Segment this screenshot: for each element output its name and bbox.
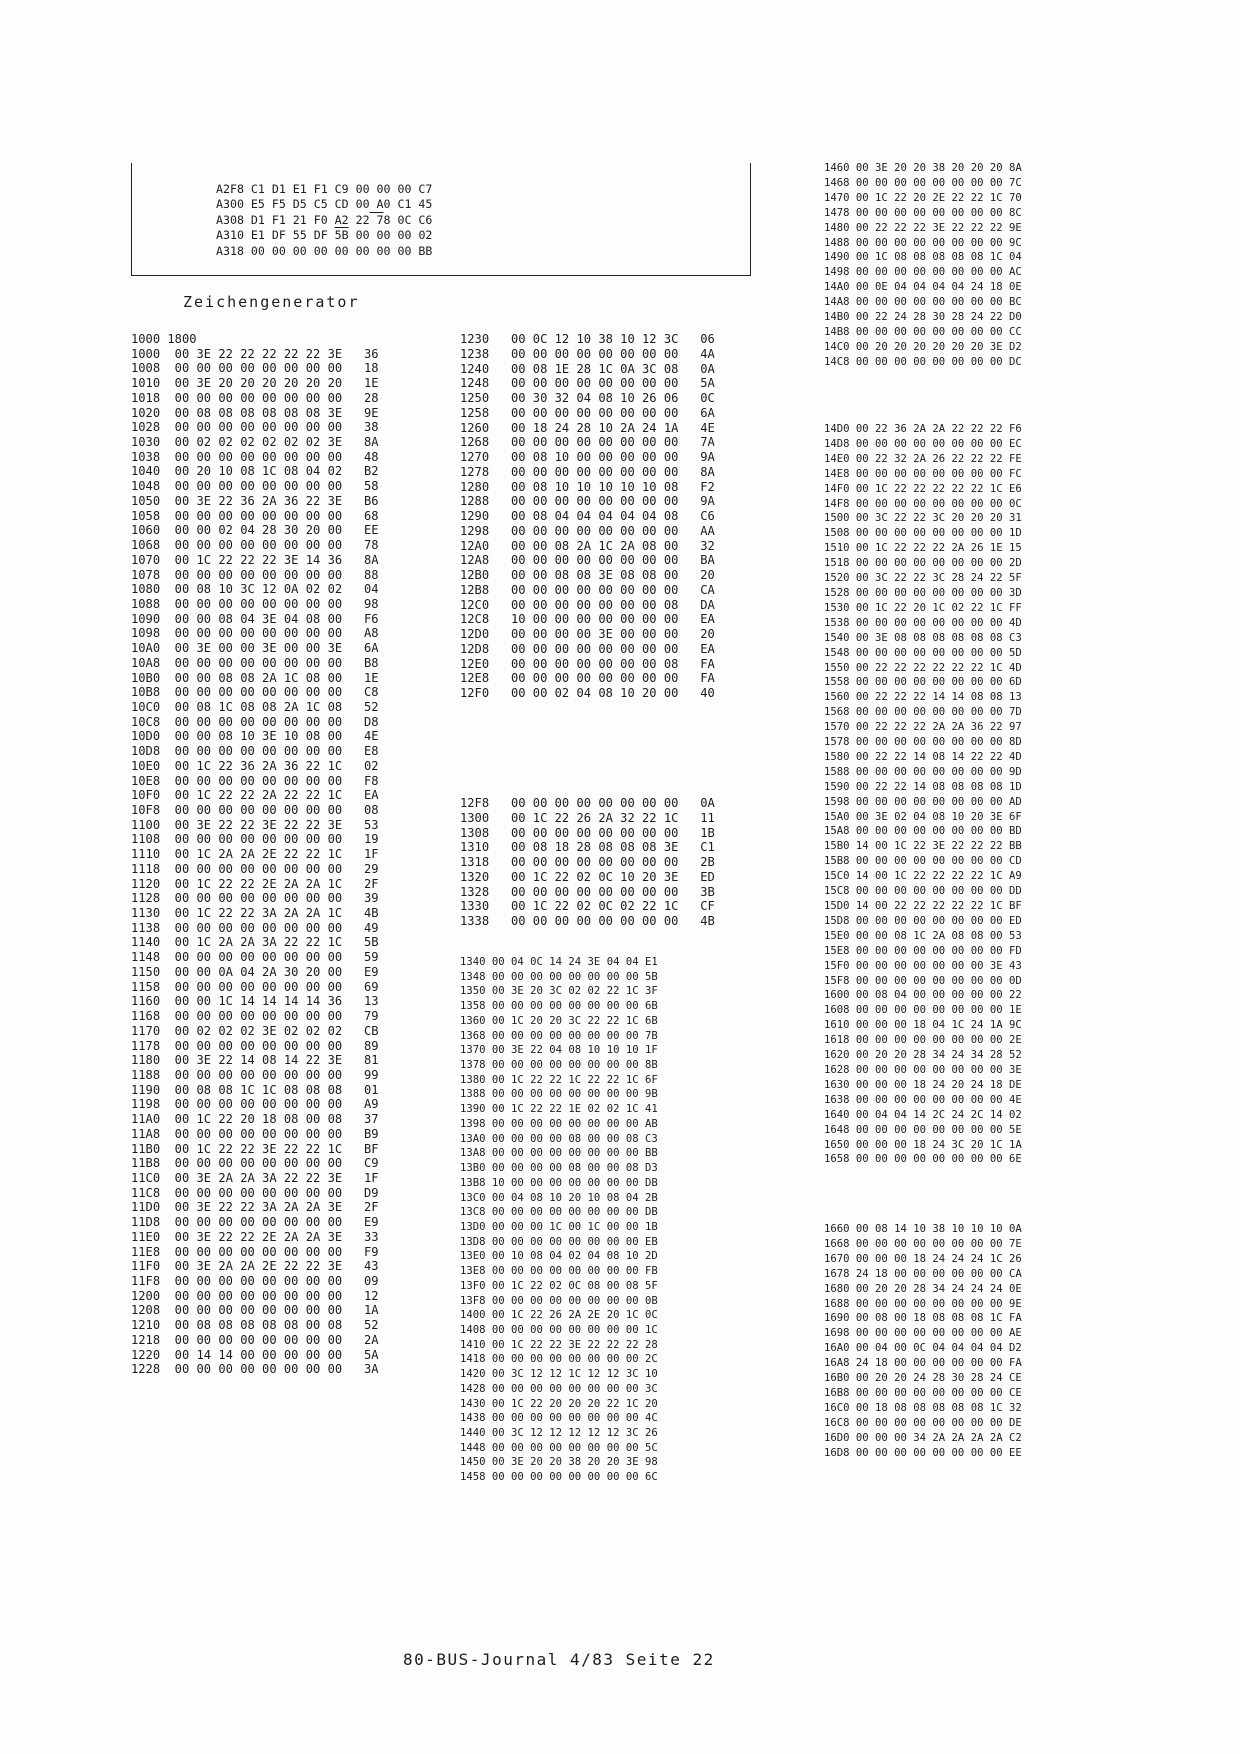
hex-line: 1680 00 20 20 28 34 24 24 24 0E [824, 1282, 1022, 1295]
hex-line: 1368 00 00 00 00 00 00 00 00 7B [460, 1029, 658, 1042]
hex-line: 1358 00 00 00 00 00 00 00 00 6B [460, 1000, 658, 1013]
hex-line: 12E0 00 00 00 00 00 00 00 08 FA [460, 656, 715, 671]
hex-line: 1608 00 00 00 00 00 00 00 00 1E [824, 1004, 1022, 1017]
hex-column-2-mid [460, 796, 715, 929]
hex-line: 1160 00 00 1C 14 14 14 14 36 13 [131, 994, 379, 1009]
hex-line: 1478 00 00 00 00 00 00 00 00 8C [824, 206, 1022, 219]
hex-line: 1308 00 00 00 00 00 00 00 00 1B [460, 825, 715, 840]
hex-line: 1500 00 3C 22 22 3C 20 20 20 31 [824, 512, 1022, 525]
hex-line: 1670 00 00 00 18 24 24 24 1C 26 [824, 1252, 1022, 1265]
hex-line: 14E8 00 00 00 00 00 00 00 00 FC [824, 467, 1022, 480]
hex-line: 1388 00 00 00 00 00 00 00 00 9B [460, 1088, 658, 1101]
page-footer: 80-BUS-Journal 4/83 Seite 22 [403, 1650, 715, 1669]
hex-line: 1288 00 00 00 00 00 00 00 00 9A [460, 494, 715, 509]
hex-line: 13D8 00 00 00 00 00 00 00 00 EB [460, 1235, 658, 1248]
hex-line: 1180 00 3E 22 14 08 14 22 3E 81 [131, 1053, 379, 1068]
hex-line: 1230 00 0C 12 10 38 10 12 3C 06 [460, 332, 715, 346]
hex-line: 1200 00 00 00 00 00 00 00 00 12 [131, 1288, 379, 1303]
hex-line: 12D0 00 00 00 00 3E 00 00 00 20 [460, 627, 715, 641]
hex-line: 1430 00 1C 22 20 20 20 22 1C 20 [460, 1397, 658, 1410]
hex-line: 16D0 00 00 00 34 2A 2A 2A 2A C2 [824, 1431, 1022, 1444]
hex-line: 1550 00 22 22 22 22 22 22 1C 4D [824, 661, 1022, 674]
hex-line: 1618 00 00 00 00 00 00 00 00 2E [824, 1034, 1022, 1047]
hex-line: 13E0 00 10 08 04 02 04 08 10 2D [460, 1250, 658, 1263]
hex-line: 1410 00 1C 22 22 3E 22 22 22 28 [460, 1338, 658, 1351]
hex-line: 15F8 00 00 00 00 00 00 00 00 0D [824, 974, 1022, 987]
hex-line: 1268 00 00 00 00 00 00 00 00 7A [460, 435, 715, 450]
hex-line: 1398 00 00 00 00 00 00 00 00 AB [460, 1117, 658, 1130]
hex-line: 1480 00 22 22 22 3E 22 22 22 9E [824, 221, 1022, 234]
hex-line: 15F0 00 00 00 00 00 00 00 3E 43 [824, 959, 1022, 972]
hex-line: 14B0 00 22 24 28 30 28 24 22 D0 [824, 311, 1022, 324]
hex-line: 1040 00 20 10 08 1C 08 04 02 B2 [131, 464, 379, 479]
hex-line: 13F8 00 00 00 00 00 00 00 00 0B [460, 1294, 658, 1307]
hex-line: 14F8 00 00 00 00 00 00 00 00 0C [824, 497, 1022, 510]
hex-line: 1030 00 02 02 02 02 02 02 3E 8A [131, 435, 379, 450]
hex-line: 1498 00 00 00 00 00 00 00 00 AC [824, 266, 1022, 279]
hex-line: 1658 00 00 00 00 00 00 00 00 6E [824, 1153, 1022, 1166]
hex-line: 1150 00 00 0A 04 2A 30 20 00 E9 [131, 964, 379, 979]
hex-line: 10A0 00 3E 00 00 3E 00 00 3E 6A [131, 641, 379, 656]
hex-line: 10C8 00 00 00 00 00 00 00 00 D8 [131, 714, 379, 729]
hex-line: 15B8 00 00 00 00 00 00 00 00 CD [824, 855, 1022, 868]
hex-line: 1318 00 00 00 00 00 00 00 00 2B [460, 855, 715, 869]
hex-line: 1448 00 00 00 00 00 00 00 00 5C [460, 1441, 658, 1454]
hex-line: 1260 00 18 24 28 10 2A 24 1A 4E [460, 420, 715, 435]
hex-line: 1578 00 00 00 00 00 00 00 00 8D [824, 736, 1022, 749]
hex-line: 1540 00 3E 08 08 08 08 08 08 C3 [824, 631, 1022, 644]
hex-line: 1290 00 08 04 04 04 04 04 08 C6 [460, 509, 715, 523]
hex-line: 15A0 00 3E 02 04 08 10 20 3E 6F [824, 810, 1022, 823]
hex-line: 12A8 00 00 00 00 00 00 00 00 BA [460, 553, 715, 568]
hex-line: 1108 00 00 00 00 00 00 00 00 19 [131, 832, 379, 847]
hex-line: 12B8 00 00 00 00 00 00 00 00 CA [460, 582, 715, 597]
hex-line: 12C0 00 00 00 00 00 00 00 08 DA [460, 597, 715, 612]
hex-line: 1348 00 00 00 00 00 00 00 00 5B [460, 970, 658, 983]
hex-line: 1298 00 00 00 00 00 00 00 00 AA [460, 523, 715, 538]
hex-line: 1678 24 18 00 00 00 00 00 00 CA [824, 1267, 1022, 1280]
hex-line: 1018 00 00 00 00 00 00 00 00 28 [131, 390, 379, 405]
hex-line: 15D8 00 00 00 00 00 00 00 00 ED [824, 914, 1022, 927]
hex-line: 1408 00 00 00 00 00 00 00 00 1C [460, 1323, 658, 1336]
hex-line: 1508 00 00 00 00 00 00 00 00 1D [824, 527, 1022, 540]
hex-line: 1058 00 00 00 00 00 00 00 00 68 [131, 508, 379, 523]
hex-line: 1610 00 00 00 18 04 1C 24 1A 9C [824, 1019, 1022, 1032]
hex-line: 1228 00 00 00 00 00 00 00 00 3A [131, 1362, 379, 1377]
hex-line: 1538 00 00 00 00 00 00 00 00 4D [824, 616, 1022, 629]
hex-column-3-bottom [824, 1222, 1022, 1461]
hex-line: 1320 00 1C 22 02 0C 10 20 3E ED [460, 869, 715, 884]
listing-line: A300 E5 F5 D5 C5 CD 00 A0 C1 45 [216, 197, 433, 212]
hex-line: 1098 00 00 00 00 00 00 00 00 A8 [131, 626, 379, 641]
listing-line: A308 D1 F1 21 F0 A2 22 78 0C C6 [216, 212, 433, 227]
listing-line: A2F8 C1 D1 E1 F1 C9 00 00 00 C7 [216, 182, 433, 196]
hex-line: 1208 00 00 00 00 00 00 00 00 1A [131, 1303, 379, 1318]
hex-line: 1048 00 00 00 00 00 00 00 00 58 [131, 479, 379, 494]
hex-line: 1668 00 00 00 00 00 00 00 00 7E [824, 1237, 1022, 1250]
hex-line: 1598 00 00 00 00 00 00 00 00 AD [824, 795, 1022, 808]
hex-line: 11C8 00 00 00 00 00 00 00 00 D9 [131, 1185, 379, 1200]
hex-line: 10E8 00 00 00 00 00 00 00 00 F8 [131, 773, 379, 788]
hex-line: 13B8 10 00 00 00 00 00 00 00 DB [460, 1176, 658, 1189]
hex-line: 1590 00 22 22 14 08 08 08 08 1D [824, 780, 1022, 793]
hex-line: 13E8 00 00 00 00 00 00 00 00 FB [460, 1265, 658, 1278]
hex-line: 1128 00 00 00 00 00 00 00 00 39 [131, 891, 379, 906]
hex-line: 1050 00 3E 22 36 2A 36 22 3E B6 [131, 493, 379, 508]
hex-line: 11F0 00 3E 2A 2A 2E 22 22 3E 43 [131, 1259, 379, 1274]
hex-line: 1140 00 1C 2A 2A 3A 22 22 1C 5B [131, 935, 379, 950]
hex-line: 11F8 00 00 00 00 00 00 00 00 09 [131, 1274, 379, 1288]
hex-line: 1520 00 3C 22 22 3C 28 24 22 5F [824, 572, 1022, 585]
hex-line: 12F8 00 00 00 00 00 00 00 00 0A [460, 796, 715, 810]
hex-column-1 [131, 332, 379, 1377]
hex-line: 1090 00 00 08 04 3E 04 08 00 F6 [131, 611, 379, 626]
hex-line: 13C8 00 00 00 00 00 00 00 00 DB [460, 1206, 658, 1219]
hex-line: 1210 00 08 08 08 08 08 00 08 52 [131, 1318, 379, 1333]
hex-line: 16D8 00 00 00 00 00 00 00 00 EE [824, 1446, 1022, 1459]
hex-line: 1148 00 00 00 00 00 00 00 00 59 [131, 950, 379, 965]
hex-line: 1620 00 20 20 28 34 24 34 28 52 [824, 1049, 1022, 1062]
hex-line: 1068 00 00 00 00 00 00 00 00 78 [131, 538, 379, 553]
hex-line: 10B8 00 00 00 00 00 00 00 00 C8 [131, 685, 379, 700]
hex-line: 12D8 00 00 00 00 00 00 00 00 EA [460, 641, 715, 656]
hex-line: 13A0 00 00 00 00 08 00 00 08 C3 [460, 1132, 658, 1145]
hex-line: 1270 00 08 10 00 00 00 00 00 9A [460, 450, 715, 464]
hex-line: 1000 1800 [131, 332, 197, 346]
hex-line: 1438 00 00 00 00 00 00 00 00 4C [460, 1412, 658, 1425]
hex-line: 15C0 14 00 1C 22 22 22 22 1C A9 [824, 870, 1022, 883]
hex-line: 1248 00 00 00 00 00 00 00 00 5A [460, 376, 715, 391]
hex-line: 11A0 00 1C 22 20 18 08 00 08 37 [131, 1112, 379, 1127]
hex-line: 12C8 10 00 00 00 00 00 00 00 EA [460, 612, 715, 627]
listing-box-lines [216, 182, 432, 259]
hex-line: 11D0 00 3E 22 22 3A 2A 2A 3E 2F [131, 1200, 379, 1215]
hex-column-2-bottom [460, 955, 658, 1485]
hex-line: 14D0 00 22 36 2A 2A 22 22 22 F6 [824, 423, 1022, 435]
listing-line: A310 E1 DF 55 DF 5B 00 00 00 02 [216, 228, 433, 243]
hex-line: 1078 00 00 00 00 00 00 00 00 88 [131, 567, 379, 582]
hex-line: 1020 00 08 08 08 08 08 08 3E 9E [131, 405, 379, 420]
hex-line: 1130 00 1C 22 22 3A 2A 2A 1C 4B [131, 906, 379, 921]
hex-line: 14E0 00 22 32 2A 26 22 22 22 FE [824, 452, 1022, 465]
hex-line: 1558 00 00 00 00 00 00 00 00 6D [824, 676, 1022, 689]
hex-line: 1338 00 00 00 00 00 00 00 00 4B [460, 914, 715, 928]
hex-line: 1278 00 00 00 00 00 00 00 00 8A [460, 464, 715, 479]
hex-line: 1390 00 1C 22 22 1E 02 02 1C 41 [460, 1103, 658, 1116]
hex-line: 1488 00 00 00 00 00 00 00 00 9C [824, 236, 1022, 249]
hex-line: 14D8 00 00 00 00 00 00 00 00 EC [824, 437, 1022, 450]
hex-line: 10D8 00 00 00 00 00 00 00 00 E8 [131, 744, 379, 759]
hex-line: 1510 00 1C 22 22 22 2A 26 1E 15 [824, 542, 1022, 555]
hex-line: 1070 00 1C 22 22 22 3E 14 36 8A [131, 552, 379, 567]
hex-line: 15C8 00 00 00 00 00 00 00 00 DD [824, 885, 1022, 898]
hex-line: 15D0 14 00 22 22 22 22 22 1C BF [824, 900, 1022, 912]
hex-line: 1560 00 22 22 22 14 14 08 08 13 [824, 691, 1022, 704]
hex-line: 1118 00 00 00 00 00 00 00 00 29 [131, 861, 379, 876]
hex-column-2-top [460, 332, 715, 701]
listing-line: A318 00 00 00 00 00 00 00 00 BB [216, 243, 433, 258]
hex-line: 1028 00 00 00 00 00 00 00 00 38 [131, 420, 379, 435]
hex-line: 1110 00 1C 2A 2A 2E 22 22 1C 1F [131, 847, 379, 862]
hex-line: 1190 00 08 08 1C 1C 08 08 08 01 [131, 1082, 379, 1097]
hex-line: 16A8 24 18 00 00 00 00 00 00 FA [824, 1357, 1022, 1370]
hex-line: 15A8 00 00 00 00 00 00 00 00 BD [824, 825, 1022, 838]
hex-line: 1568 00 00 00 00 00 00 00 00 7D [824, 706, 1022, 719]
hex-line: 1630 00 00 00 18 24 20 24 18 DE [824, 1078, 1022, 1091]
hex-line: 1650 00 00 00 18 24 3C 20 1C 1A [824, 1138, 1022, 1151]
hex-line: 1548 00 00 00 00 00 00 00 00 5D [824, 646, 1022, 659]
hex-line: 11A8 00 00 00 00 00 00 00 00 B9 [131, 1126, 379, 1141]
hex-line: 1628 00 00 00 00 00 00 00 00 3E [824, 1063, 1022, 1076]
hex-line: 1450 00 3E 20 20 38 20 20 3E 98 [460, 1456, 658, 1469]
hex-line: 1428 00 00 00 00 00 00 00 00 3C [460, 1382, 658, 1395]
hex-line: 1370 00 3E 22 04 08 10 10 10 1F [460, 1044, 658, 1057]
hex-line: 11B0 00 1C 22 22 3E 22 22 1C BF [131, 1141, 379, 1156]
hex-line: 11B8 00 00 00 00 00 00 00 00 C9 [131, 1156, 379, 1171]
hex-line: 1100 00 3E 22 22 3E 22 22 3E 53 [131, 817, 379, 832]
hex-line: 1008 00 00 00 00 00 00 00 00 18 [131, 361, 379, 376]
hex-line: 1010 00 3E 20 20 20 20 20 20 1E [131, 376, 379, 391]
hex-line: 1258 00 00 00 00 00 00 00 00 6A [460, 405, 715, 420]
hex-line: 1588 00 00 00 00 00 00 00 00 9D [824, 765, 1022, 778]
hex-line: 11E8 00 00 00 00 00 00 00 00 F9 [131, 1244, 379, 1259]
hex-line: 12B0 00 00 08 08 3E 08 08 00 20 [460, 568, 715, 582]
hex-line: 1088 00 00 00 00 00 00 00 00 98 [131, 596, 379, 611]
hex-line: 1168 00 00 00 00 00 00 00 00 79 [131, 1009, 379, 1024]
hex-line: 13C0 00 04 08 10 20 10 08 04 2B [460, 1191, 658, 1204]
listing-box [131, 163, 751, 276]
hex-line: 16C8 00 00 00 00 00 00 00 00 DE [824, 1416, 1022, 1429]
hex-line: 1170 00 02 02 02 3E 02 02 02 CB [131, 1023, 379, 1038]
hex-line: 16A0 00 04 00 0C 04 04 04 04 D2 [824, 1342, 1022, 1355]
hex-line: 1178 00 00 00 00 00 00 00 00 89 [131, 1038, 379, 1053]
hex-line: 1530 00 1C 22 20 1C 02 22 1C FF [824, 601, 1022, 614]
hex-line: 1138 00 00 00 00 00 00 00 00 49 [131, 920, 379, 935]
hex-line: 1440 00 3C 12 12 12 12 12 3C 26 [460, 1427, 658, 1439]
hex-line: 1638 00 00 00 00 00 00 00 00 4E [824, 1093, 1022, 1106]
hex-line: 1310 00 08 18 28 08 08 08 3E C1 [460, 840, 715, 855]
hex-line: 1280 00 08 10 10 10 10 10 08 F2 [460, 479, 715, 494]
hex-line: 12E8 00 00 00 00 00 00 00 00 FA [460, 671, 715, 686]
hex-line: 1570 00 22 22 22 2A 2A 36 22 97 [824, 721, 1022, 734]
hex-line: 1120 00 1C 22 22 2E 2A 2A 1C 2F [131, 876, 379, 891]
hex-line: 1060 00 00 02 04 28 30 20 00 EE [131, 523, 379, 538]
hex-line: 1218 00 00 00 00 00 00 00 00 2A [131, 1332, 379, 1347]
hex-line: 13A8 00 00 00 00 00 00 00 00 BB [460, 1147, 658, 1160]
hex-line: 14A8 00 00 00 00 00 00 00 00 BC [824, 296, 1022, 309]
hex-line: 1328 00 00 00 00 00 00 00 00 3B [460, 884, 715, 899]
hex-line: 1400 00 1C 22 26 2A 2E 20 1C 0C [460, 1309, 658, 1322]
hex-line: 1080 00 08 10 3C 12 0A 02 02 04 [131, 582, 379, 597]
hex-line: 14B8 00 00 00 00 00 00 00 00 CC [824, 325, 1022, 338]
hex-line: 1300 00 1C 22 26 2A 32 22 1C 11 [460, 810, 715, 825]
hex-line: 1600 00 08 04 00 00 00 00 00 22 [824, 989, 1022, 1002]
hex-line: 13D0 00 00 00 1C 00 1C 00 00 1B [460, 1220, 658, 1233]
hex-line: 10B0 00 00 08 08 2A 1C 08 00 1E [131, 670, 379, 685]
hex-line: 1158 00 00 00 00 00 00 00 00 69 [131, 979, 379, 994]
hex-line: 1420 00 3C 12 12 1C 12 12 3C 10 [460, 1368, 658, 1381]
hex-line: 1240 00 08 1E 28 1C 0A 3C 08 0A [460, 361, 715, 376]
hex-line: 1458 00 00 00 00 00 00 00 00 6C [460, 1471, 658, 1484]
hex-line: 1340 00 04 0C 14 24 3E 04 04 E1 [460, 956, 658, 968]
hex-line: 1698 00 00 00 00 00 00 00 00 AE [824, 1327, 1022, 1340]
hex-line: 10A8 00 00 00 00 00 00 00 00 B8 [131, 655, 379, 670]
hex-line: 1690 00 08 00 18 08 08 08 1C FA [824, 1312, 1022, 1325]
hex-line: 1528 00 00 00 00 00 00 00 00 3D [824, 586, 1022, 599]
hex-line: 15E0 00 00 08 1C 2A 08 08 00 53 [824, 929, 1022, 942]
hex-line: 10F8 00 00 00 00 00 00 00 00 08 [131, 803, 379, 817]
hex-line: 12F0 00 00 02 04 08 10 20 00 40 [460, 686, 715, 700]
hex-line: 1640 00 04 04 14 2C 24 2C 14 02 [824, 1108, 1022, 1121]
hex-line: 1360 00 1C 20 20 3C 22 22 1C 6B [460, 1014, 658, 1027]
hex-line: 1580 00 22 22 14 08 14 22 22 4D [824, 750, 1022, 763]
hex-line: 1238 00 00 00 00 00 00 00 00 4A [460, 346, 715, 361]
hex-line: 11D8 00 00 00 00 00 00 00 00 E9 [131, 1215, 379, 1230]
hex-line: 16B8 00 00 00 00 00 00 00 00 CE [824, 1386, 1022, 1399]
hex-line: 1648 00 00 00 00 00 00 00 00 5E [824, 1123, 1022, 1136]
hex-line: 10E0 00 1C 22 36 2A 36 22 1C 02 [131, 758, 379, 773]
hex-line: 16B0 00 20 20 24 28 30 28 24 CE [824, 1372, 1022, 1385]
hex-line: 15E8 00 00 00 00 00 00 00 00 FD [824, 944, 1022, 957]
hex-line: 1490 00 1C 08 08 08 08 08 1C 04 [824, 251, 1022, 264]
hex-line: 16C0 00 18 08 08 08 08 08 1C 32 [824, 1401, 1022, 1414]
hex-line: 11C0 00 3E 2A 2A 3A 22 22 3E 1F [131, 1170, 379, 1185]
hex-line: 1418 00 00 00 00 00 00 00 00 2C [460, 1353, 658, 1366]
hex-line: 1000 00 3E 22 22 22 22 22 3E 36 [131, 346, 379, 361]
hex-line: 10D0 00 00 08 10 3E 10 08 00 4E [131, 729, 379, 744]
hex-line: 10C0 00 08 1C 08 08 2A 1C 08 52 [131, 699, 379, 714]
hex-line: 1470 00 1C 22 20 2E 22 22 1C 70 [824, 191, 1022, 204]
hex-line: 1378 00 00 00 00 00 00 00 00 8B [460, 1059, 658, 1072]
section-heading: Zeichengenerator [183, 293, 360, 311]
hex-line: 1660 00 08 14 10 38 10 10 10 0A [824, 1223, 1022, 1235]
hex-line: 14A0 00 0E 04 04 04 04 24 18 0E [824, 281, 1022, 294]
hex-line: 1350 00 3E 20 3C 02 02 22 1C 3F [460, 985, 658, 998]
hex-line: 13F0 00 1C 22 02 0C 08 00 08 5F [460, 1279, 658, 1292]
hex-line: 1380 00 1C 22 22 1C 22 22 1C 6F [460, 1073, 658, 1086]
hex-line: 1220 00 14 14 00 00 00 00 00 5A [131, 1347, 379, 1362]
hex-line: 11E0 00 3E 22 22 2E 2A 2A 3E 33 [131, 1229, 379, 1244]
hex-line: 1460 00 3E 20 20 38 20 20 20 8A [824, 162, 1022, 174]
hex-column-3-mid [824, 422, 1022, 1167]
hex-line: 1250 00 30 32 04 08 10 26 06 0C [460, 391, 715, 405]
hex-line: 14C8 00 00 00 00 00 00 00 00 DC [824, 355, 1022, 368]
hex-line: 15B0 14 00 1C 22 3E 22 22 22 BB [824, 840, 1022, 853]
hex-line: 1330 00 1C 22 02 0C 02 22 1C CF [460, 899, 715, 914]
hex-line: 13B0 00 00 00 00 08 00 00 08 D3 [460, 1162, 658, 1175]
hex-line: 1038 00 00 00 00 00 00 00 00 48 [131, 449, 379, 464]
hex-line: 1468 00 00 00 00 00 00 00 00 7C [824, 176, 1022, 189]
hex-line: 10F0 00 1C 22 22 2A 22 22 1C EA [131, 788, 379, 803]
hex-line: 1198 00 00 00 00 00 00 00 00 A9 [131, 1097, 379, 1112]
hex-line: 1188 00 00 00 00 00 00 00 00 99 [131, 1067, 379, 1082]
hex-line: 1688 00 00 00 00 00 00 00 00 9E [824, 1297, 1022, 1310]
hex-line: 1518 00 00 00 00 00 00 00 00 2D [824, 557, 1022, 570]
hex-line: 14C0 00 20 20 20 20 20 20 3E D2 [824, 340, 1022, 353]
hex-line: 14F0 00 1C 22 22 22 22 22 1C E6 [824, 482, 1022, 495]
hex-column-3-top [824, 161, 1022, 370]
hex-line: 12A0 00 00 08 2A 1C 2A 08 00 32 [460, 538, 715, 553]
